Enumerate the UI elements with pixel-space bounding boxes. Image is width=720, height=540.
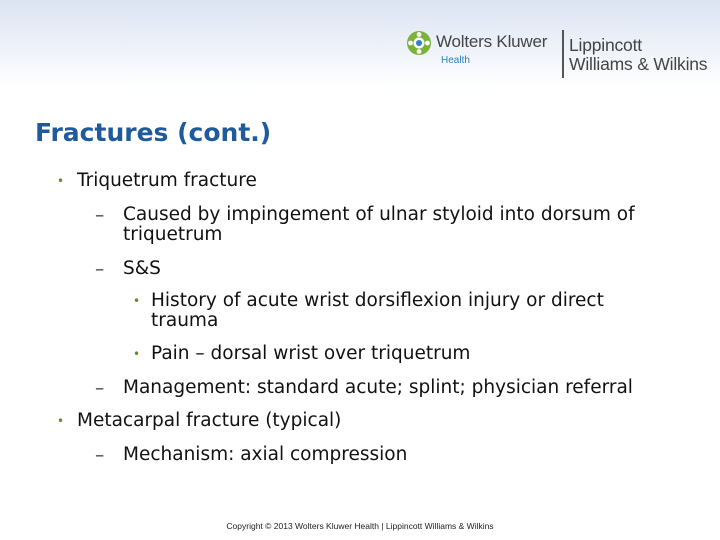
logo-divider (562, 30, 564, 78)
sub-sub-bullet-item (133, 343, 471, 364)
imprint-line-1: Lippincott (569, 35, 642, 55)
dash-marker: – (95, 259, 105, 280)
bullet-text-line-1: History of acute wrist dorsiflexion injury or direct (151, 290, 604, 311)
sub-bullet-item (95, 444, 408, 466)
bullet-text-line-1: Caused by impingement of ulnar styloid into dorsum of (123, 204, 635, 225)
imprint-line-2: Williams & Wilkins (569, 54, 708, 74)
wolters-kluwer-globe-icon (406, 30, 432, 56)
bullet-text: Metacarpal fracture (typical) (77, 410, 342, 431)
bullet-marker: • (57, 174, 65, 188)
bullet-item (57, 410, 342, 431)
dash-marker: – (95, 445, 105, 466)
bullet-text-line-2: trauma (151, 310, 219, 331)
bullet-text: S&S (123, 258, 161, 279)
dash-marker: – (95, 205, 105, 226)
sub-sub-bullet-item (133, 290, 604, 331)
sub-bullet-item (95, 258, 161, 280)
slide-title: Fractures (cont.) (35, 118, 272, 147)
bullet-text: Triquetrum fracture (77, 170, 257, 191)
publisher-logo (406, 30, 718, 80)
dash-marker: – (95, 378, 105, 399)
bullet-marker: • (133, 347, 141, 361)
bullet-text: Management: standard acute; splint; physician referral (123, 377, 633, 398)
sub-bullet-item (95, 377, 633, 399)
sub-bullet-item (95, 204, 635, 245)
bullet-text: Mechanism: axial compression (123, 444, 408, 465)
bullet-marker: • (57, 414, 65, 428)
bullet-marker: • (133, 294, 141, 308)
bullet-text-line-2: triquetrum (123, 224, 223, 245)
publisher-name: Wolters Kluwer (436, 32, 548, 51)
bullet-item (57, 170, 257, 191)
division-name: Health (441, 55, 470, 66)
copyright-footer: Copyright © 2013 Wolters Kluwer Health | Lippincott Williams & Wilkins (226, 521, 494, 531)
bullet-text: Pain – dorsal wrist over triquetrum (151, 343, 471, 364)
